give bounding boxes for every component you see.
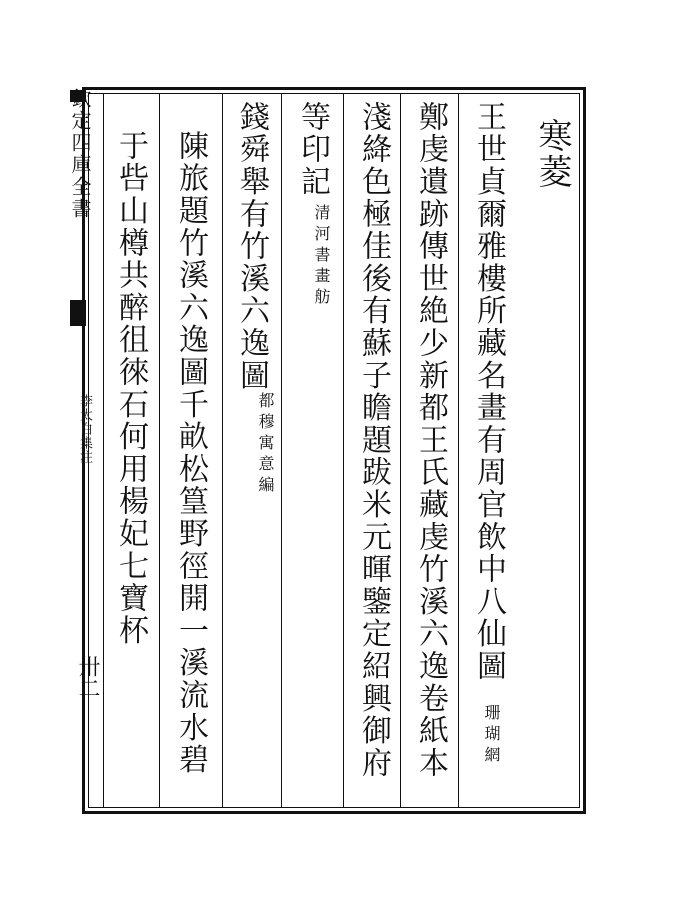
column-note: 都穆寓意編 [256,392,275,497]
column-rule [400,93,401,808]
column-rule [458,93,459,808]
column-rule [159,93,160,808]
column-note: 珊瑚網 [482,704,501,767]
column-text: 淺絳色極佳後有蘇子瞻題跋米元暉鑒定紹興御府 [356,101,391,780]
column-rule [281,93,282,808]
column-rule [103,93,104,808]
column-text: 王世貞爾雅樓所藏名畫有周官飲中八仙圖 [471,101,506,683]
margin-note: 李太白集注 [77,394,92,464]
page-inner-frame [88,93,580,808]
folio-number: 卅二 [75,655,100,699]
column-text: 于呰山樽共醉徂徠石何用楊妃七寶杯 [113,130,148,647]
column-text: 陳旅題竹溪六逸圖千畝松篁野徑開一溪流水碧 [173,130,208,776]
column-text: 錢舜舉有竹溪六逸圖 [234,101,269,392]
spine-title: 欽定四庫全書 [68,88,92,220]
column-text: 鄭虔遺跡傳世絶少新都王氏藏虔竹溪六逸卷紙本 [413,101,448,780]
column-rule [343,93,344,808]
column-heading: 寒菱 [532,118,572,190]
column-rule [222,93,223,808]
column-text: 等印記 [295,101,330,198]
column-note: 清河書畫舫 [312,204,331,309]
